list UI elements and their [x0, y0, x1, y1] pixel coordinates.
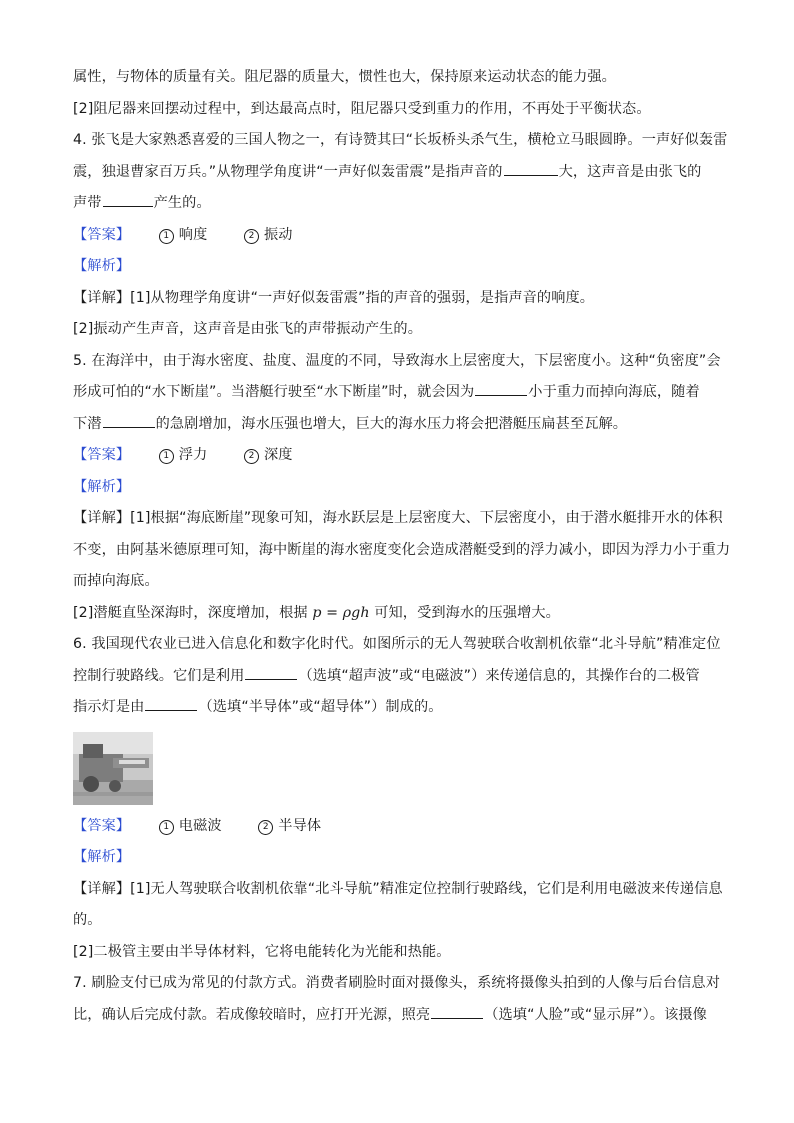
- pressure-formula: p = ρgh: [312, 604, 370, 621]
- answer-1: 响度: [178, 226, 208, 243]
- question-7-line-1: 7. 刷脸支付已成为常见的付款方式。消费者刷脸时面对摄像头，系统将摄像头拍到的人像与后台信息对: [73, 975, 720, 991]
- answer-tag: 【答案】: [73, 817, 131, 834]
- circled-number-1: 1: [159, 449, 174, 464]
- analysis-line: [73, 842, 721, 874]
- analysis-line: [73, 472, 721, 504]
- circled-number-2: 2: [258, 820, 273, 835]
- answer-2: 振动: [263, 226, 293, 243]
- detail-line: 而掉向海底。: [73, 573, 159, 589]
- detail-line: [2]振动产生声音，这声音是由张飞的声带振动产生的。: [73, 321, 423, 337]
- answer-tag: 【答案】: [73, 447, 131, 463]
- answer-blank: [145, 692, 197, 711]
- question-6-line-1: 6. 我国现代农业已进入信息化和数字化时代。如图所示的无人驾驶联合收割机依靠“北斗导航”精准定位: [73, 636, 721, 652]
- paragraph-text: [2]阻尼器来回摆动过程中，到达最高点时，阻尼器只受到重力的作用，不再处于平衡状态。: [73, 100, 651, 117]
- answer-line: [73, 220, 721, 252]
- answer-2: 半导体: [278, 817, 322, 834]
- text-line: [73, 94, 721, 126]
- question-4-line-1: 4. 张飞是大家熟悉喜爱的三国人物之一，有诗赞其曰“长坂桥头杀气生，横枪立马眼圆睁。一声好似轰雷: [73, 132, 728, 148]
- circled-number-1: 1: [159, 820, 174, 835]
- circled-number-2: 2: [244, 229, 259, 244]
- answer-2: 深度: [263, 447, 293, 463]
- detail-line: [2]潜艇直坠深海时，深度增加，根据 p = ρgh 可知，受到海水的压强增大。: [73, 604, 560, 621]
- analysis-tag: 【解析】: [73, 478, 131, 495]
- answer-tag: 【答案】: [73, 226, 131, 243]
- question-6-line-2: 控制行驶路线。它们是利用 （选填“超声波”或“电磁波”）来传递信息的，其操作台的二极管: [73, 661, 721, 693]
- answer-line: [73, 440, 721, 472]
- answer-1: 电磁波: [178, 817, 222, 834]
- circled-number-1: 1: [159, 229, 174, 244]
- document-body: [73, 62, 731, 1031]
- detail-line: 的。: [73, 912, 102, 928]
- question-6-line-3: 指示灯是由 （选填“半导体”或“超导体”）制成的。: [73, 692, 721, 724]
- detail-line: 【详解】[1]无人驾驶联合收割机依靠“北斗导航”精准定位控制行驶路线，它们是利用电磁波来传递信息: [73, 880, 723, 897]
- answer-line: [73, 811, 721, 843]
- harvester-photo: [73, 732, 153, 805]
- analysis-tag: 【解析】: [73, 849, 131, 865]
- detail-line: 【详解】[1]根据“海底断崖”现象可知，海水跃层是上层密度大、下层密度小，由于潜水艇排开水的体积: [73, 510, 723, 526]
- detail-tag: 【详解】: [73, 510, 131, 526]
- detail-line: [2]二极管主要由半导体材料，它将电能转化为光能和热能。: [73, 943, 451, 960]
- detail-tag: 【详解】: [73, 289, 131, 306]
- analysis-line: [73, 251, 721, 283]
- question-4-line-3: 声带 产生的。: [73, 188, 721, 220]
- detail-line: 【详解】[1]从物理学角度讲“一声好似轰雷震”指的声音的强弱，是指声音的响度。: [73, 289, 595, 306]
- detail-tag: 【详解】: [73, 880, 131, 897]
- answer-blank: [504, 157, 558, 176]
- answer-1: 浮力: [178, 447, 208, 463]
- detail-line: 不变，由阿基米德原理可知，海中断崖的海水密度变化会造成潜艇受到的浮力减小，即因为浮力小于重力: [73, 541, 731, 558]
- answer-blank: [103, 409, 155, 428]
- harvester-photo-image: [73, 732, 153, 805]
- answer-blank: [431, 1000, 483, 1019]
- answer-blank: [475, 377, 527, 396]
- circled-number-2: 2: [244, 449, 259, 464]
- question-4-line-2: 震，独退曹家百万兵。”从物理学角度讲“一声好似轰雷震”是指声音的 大，这声音是由张飞的: [73, 157, 721, 189]
- paragraph-text: 属性，与物体的质量有关。阻尼器的质量大，惯性也大，保持原来运动状态的能力强。: [73, 69, 616, 85]
- text-line: [73, 62, 721, 94]
- question-5-line-2: 形成可怕的“水下断崖”。当潜艇行驶至“水下断崖”时，就会因为 小于重力而掉向海底，随着: [73, 377, 721, 409]
- analysis-tag: 【解析】: [73, 258, 131, 274]
- question-5-line-1: 5. 在海洋中，由于海水密度、盐度、温度的不同，导致海水上层密度大，下层密度小。这种“负密度”会: [73, 352, 721, 369]
- answer-blank: [245, 661, 297, 680]
- question-5-line-3: 下潜 的急剧增加，海水压强也增大，巨大的海水压力将会把潜艇压扁甚至瓦解。: [73, 409, 721, 441]
- answer-blank: [103, 188, 153, 207]
- question-7-line-2: 比，确认后完成付款。若成像较暗时，应打开光源，照亮 （选填“人脸”或“显示屏”）。该摄像: [73, 1000, 721, 1032]
